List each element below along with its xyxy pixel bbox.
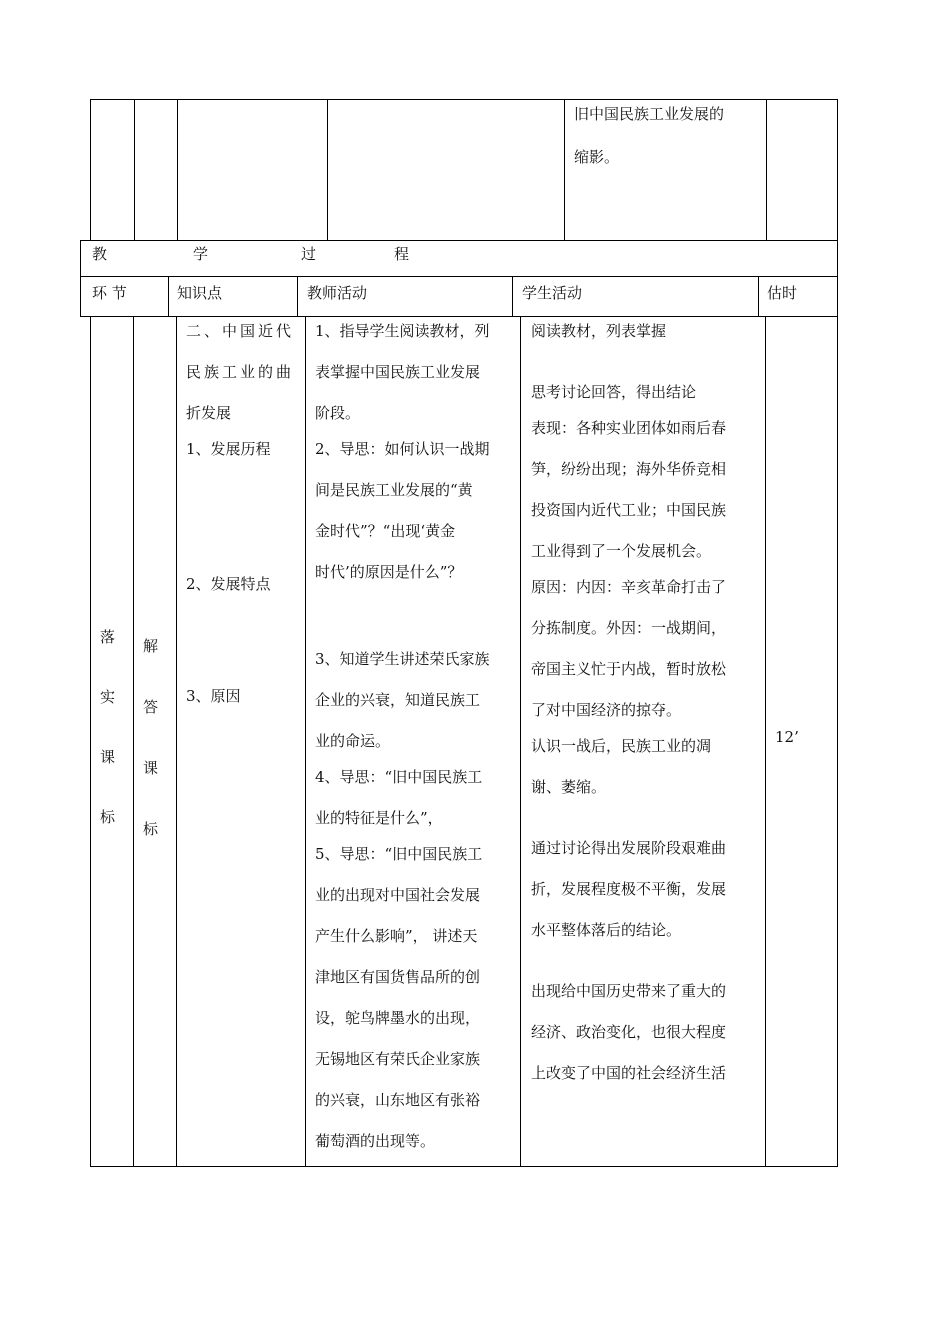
knowledge-line: 折发展 bbox=[186, 404, 232, 422]
student-line: 阅读教材，列表掌握 bbox=[531, 322, 667, 340]
table-border bbox=[80, 240, 81, 317]
table-border bbox=[512, 276, 513, 317]
teacher-line: 业的出现对中国社会发展 bbox=[315, 886, 481, 904]
student-line: 了对中国经济的掠夺。 bbox=[531, 701, 682, 719]
top-student-line-2: 缩影。 bbox=[574, 148, 620, 166]
student-line: 表现：各种实业团体如雨后春 bbox=[531, 419, 727, 437]
teacher-line: 1、指导学生阅读教材，列 bbox=[315, 322, 490, 340]
section-header-char: 过 bbox=[301, 245, 317, 263]
col-header-teacher: 教师活动 bbox=[307, 284, 368, 302]
teacher-line: 业的特征是什么”， bbox=[315, 809, 443, 827]
substage-char: 标 bbox=[143, 820, 159, 838]
table-border bbox=[90, 99, 91, 240]
teacher-line: 无锡地区有荣氏企业家族 bbox=[315, 1050, 481, 1068]
student-line: 水平整体落后的结论。 bbox=[531, 921, 682, 939]
table-border bbox=[837, 240, 838, 317]
table-border bbox=[305, 316, 306, 1167]
student-line: 出现给中国历史带来了重大的 bbox=[531, 982, 727, 1000]
teacher-line: 5、导思：“旧中国民族工 bbox=[315, 845, 483, 863]
teacher-line: 企业的兴衰，知道民族工 bbox=[315, 691, 481, 709]
table-border bbox=[90, 99, 838, 100]
table-border bbox=[80, 316, 838, 317]
table-border bbox=[766, 99, 767, 240]
table-border bbox=[837, 316, 838, 1167]
knowledge-line: 2、发展特点 bbox=[186, 575, 271, 593]
teacher-line: 业的命运。 bbox=[315, 732, 391, 750]
table-border bbox=[765, 316, 766, 1167]
teacher-line: 葡萄酒的出现等。 bbox=[315, 1132, 436, 1150]
student-line: 笋，纷纷出现；海外华侨竞相 bbox=[531, 460, 727, 478]
teacher-line: 津地区有国货售品所的创 bbox=[315, 968, 481, 986]
col-header-stage: 环 节 bbox=[92, 284, 127, 302]
table-border bbox=[837, 99, 838, 240]
teacher-line: 设，鸵鸟牌墨水的出现， bbox=[315, 1009, 481, 1027]
table-border bbox=[168, 276, 169, 317]
stage-char: 课 bbox=[100, 748, 116, 766]
student-line: 工业得到了一个发展机会。 bbox=[531, 542, 712, 560]
teacher-line: 金时代”？“出现‘黄金 bbox=[315, 522, 456, 540]
knowledge-line: 1、发展历程 bbox=[186, 440, 271, 458]
knowledge-line: 民族工业的曲 bbox=[186, 363, 295, 381]
top-student-line-1: 旧中国民族工业发展的 bbox=[574, 105, 725, 123]
estimated-time: 12’ bbox=[775, 728, 799, 746]
student-line: 认识一战后，民族工业的凋 bbox=[531, 737, 712, 755]
col-header-student: 学生活动 bbox=[522, 284, 583, 302]
stage-char: 落 bbox=[100, 628, 116, 646]
table-border bbox=[520, 316, 521, 1167]
student-line: 经济、政治变化，也很大程度 bbox=[531, 1023, 727, 1041]
col-header-knowledge: 知识点 bbox=[177, 284, 223, 302]
knowledge-line: 3、原因 bbox=[186, 687, 241, 705]
student-line: 帝国主义忙于内战，暂时放松 bbox=[531, 660, 727, 678]
teacher-line: 2、导思：如何认识一战期 bbox=[315, 440, 490, 458]
table-border bbox=[564, 99, 565, 240]
student-line: 投资国内近代工业；中国民族 bbox=[531, 501, 727, 519]
section-header-char: 学 bbox=[193, 245, 209, 263]
teacher-line: 阶段。 bbox=[315, 404, 361, 422]
teacher-line: 4、导思：“旧中国民族工 bbox=[315, 768, 483, 786]
student-line: 原因：内因：辛亥革命打击了 bbox=[531, 578, 727, 596]
student-line: 通过讨论得出发展阶段艰难曲 bbox=[531, 839, 727, 857]
table-border bbox=[133, 316, 134, 1167]
teacher-line: 的兴衰，山东地区有张裕 bbox=[315, 1091, 481, 1109]
teacher-line: 时代’的原因是什么”？ bbox=[315, 563, 463, 581]
table-border bbox=[177, 99, 178, 240]
table-border bbox=[327, 99, 328, 240]
table-border bbox=[176, 316, 177, 1167]
table-border bbox=[80, 276, 838, 277]
section-header-char: 教 bbox=[92, 245, 108, 263]
student-line: 谢、萎缩。 bbox=[531, 778, 607, 796]
table-border bbox=[297, 276, 298, 317]
teacher-line: 间是民族工业发展的“黄 bbox=[315, 481, 473, 499]
student-line: 折，发展程度极不平衡，发展 bbox=[531, 880, 727, 898]
table-border bbox=[90, 316, 91, 1167]
substage-char: 答 bbox=[143, 698, 159, 716]
knowledge-line: 二、中国近代 bbox=[186, 322, 295, 340]
table-border bbox=[758, 276, 759, 317]
teacher-line: 表掌握中国民族工业发展 bbox=[315, 363, 481, 381]
teacher-line: 3、知道学生讲述荣氏家族 bbox=[315, 650, 490, 668]
table-border bbox=[80, 240, 838, 241]
substage-char: 解 bbox=[143, 637, 159, 655]
student-line: 上改变了中国的社会经济生活 bbox=[531, 1064, 727, 1082]
stage-char: 实 bbox=[100, 688, 116, 706]
student-line: 思考讨论回答，得出结论 bbox=[531, 383, 697, 401]
col-header-time: 估时 bbox=[767, 284, 798, 302]
stage-char: 标 bbox=[100, 808, 116, 826]
student-line: 分拣制度。外因：一战期间， bbox=[531, 619, 727, 637]
table-border bbox=[134, 99, 135, 240]
table-border bbox=[90, 1166, 838, 1167]
substage-char: 课 bbox=[143, 759, 159, 777]
section-header-char: 程 bbox=[394, 245, 410, 263]
teacher-line: 产生什么影响”， 讲述天 bbox=[315, 927, 478, 945]
